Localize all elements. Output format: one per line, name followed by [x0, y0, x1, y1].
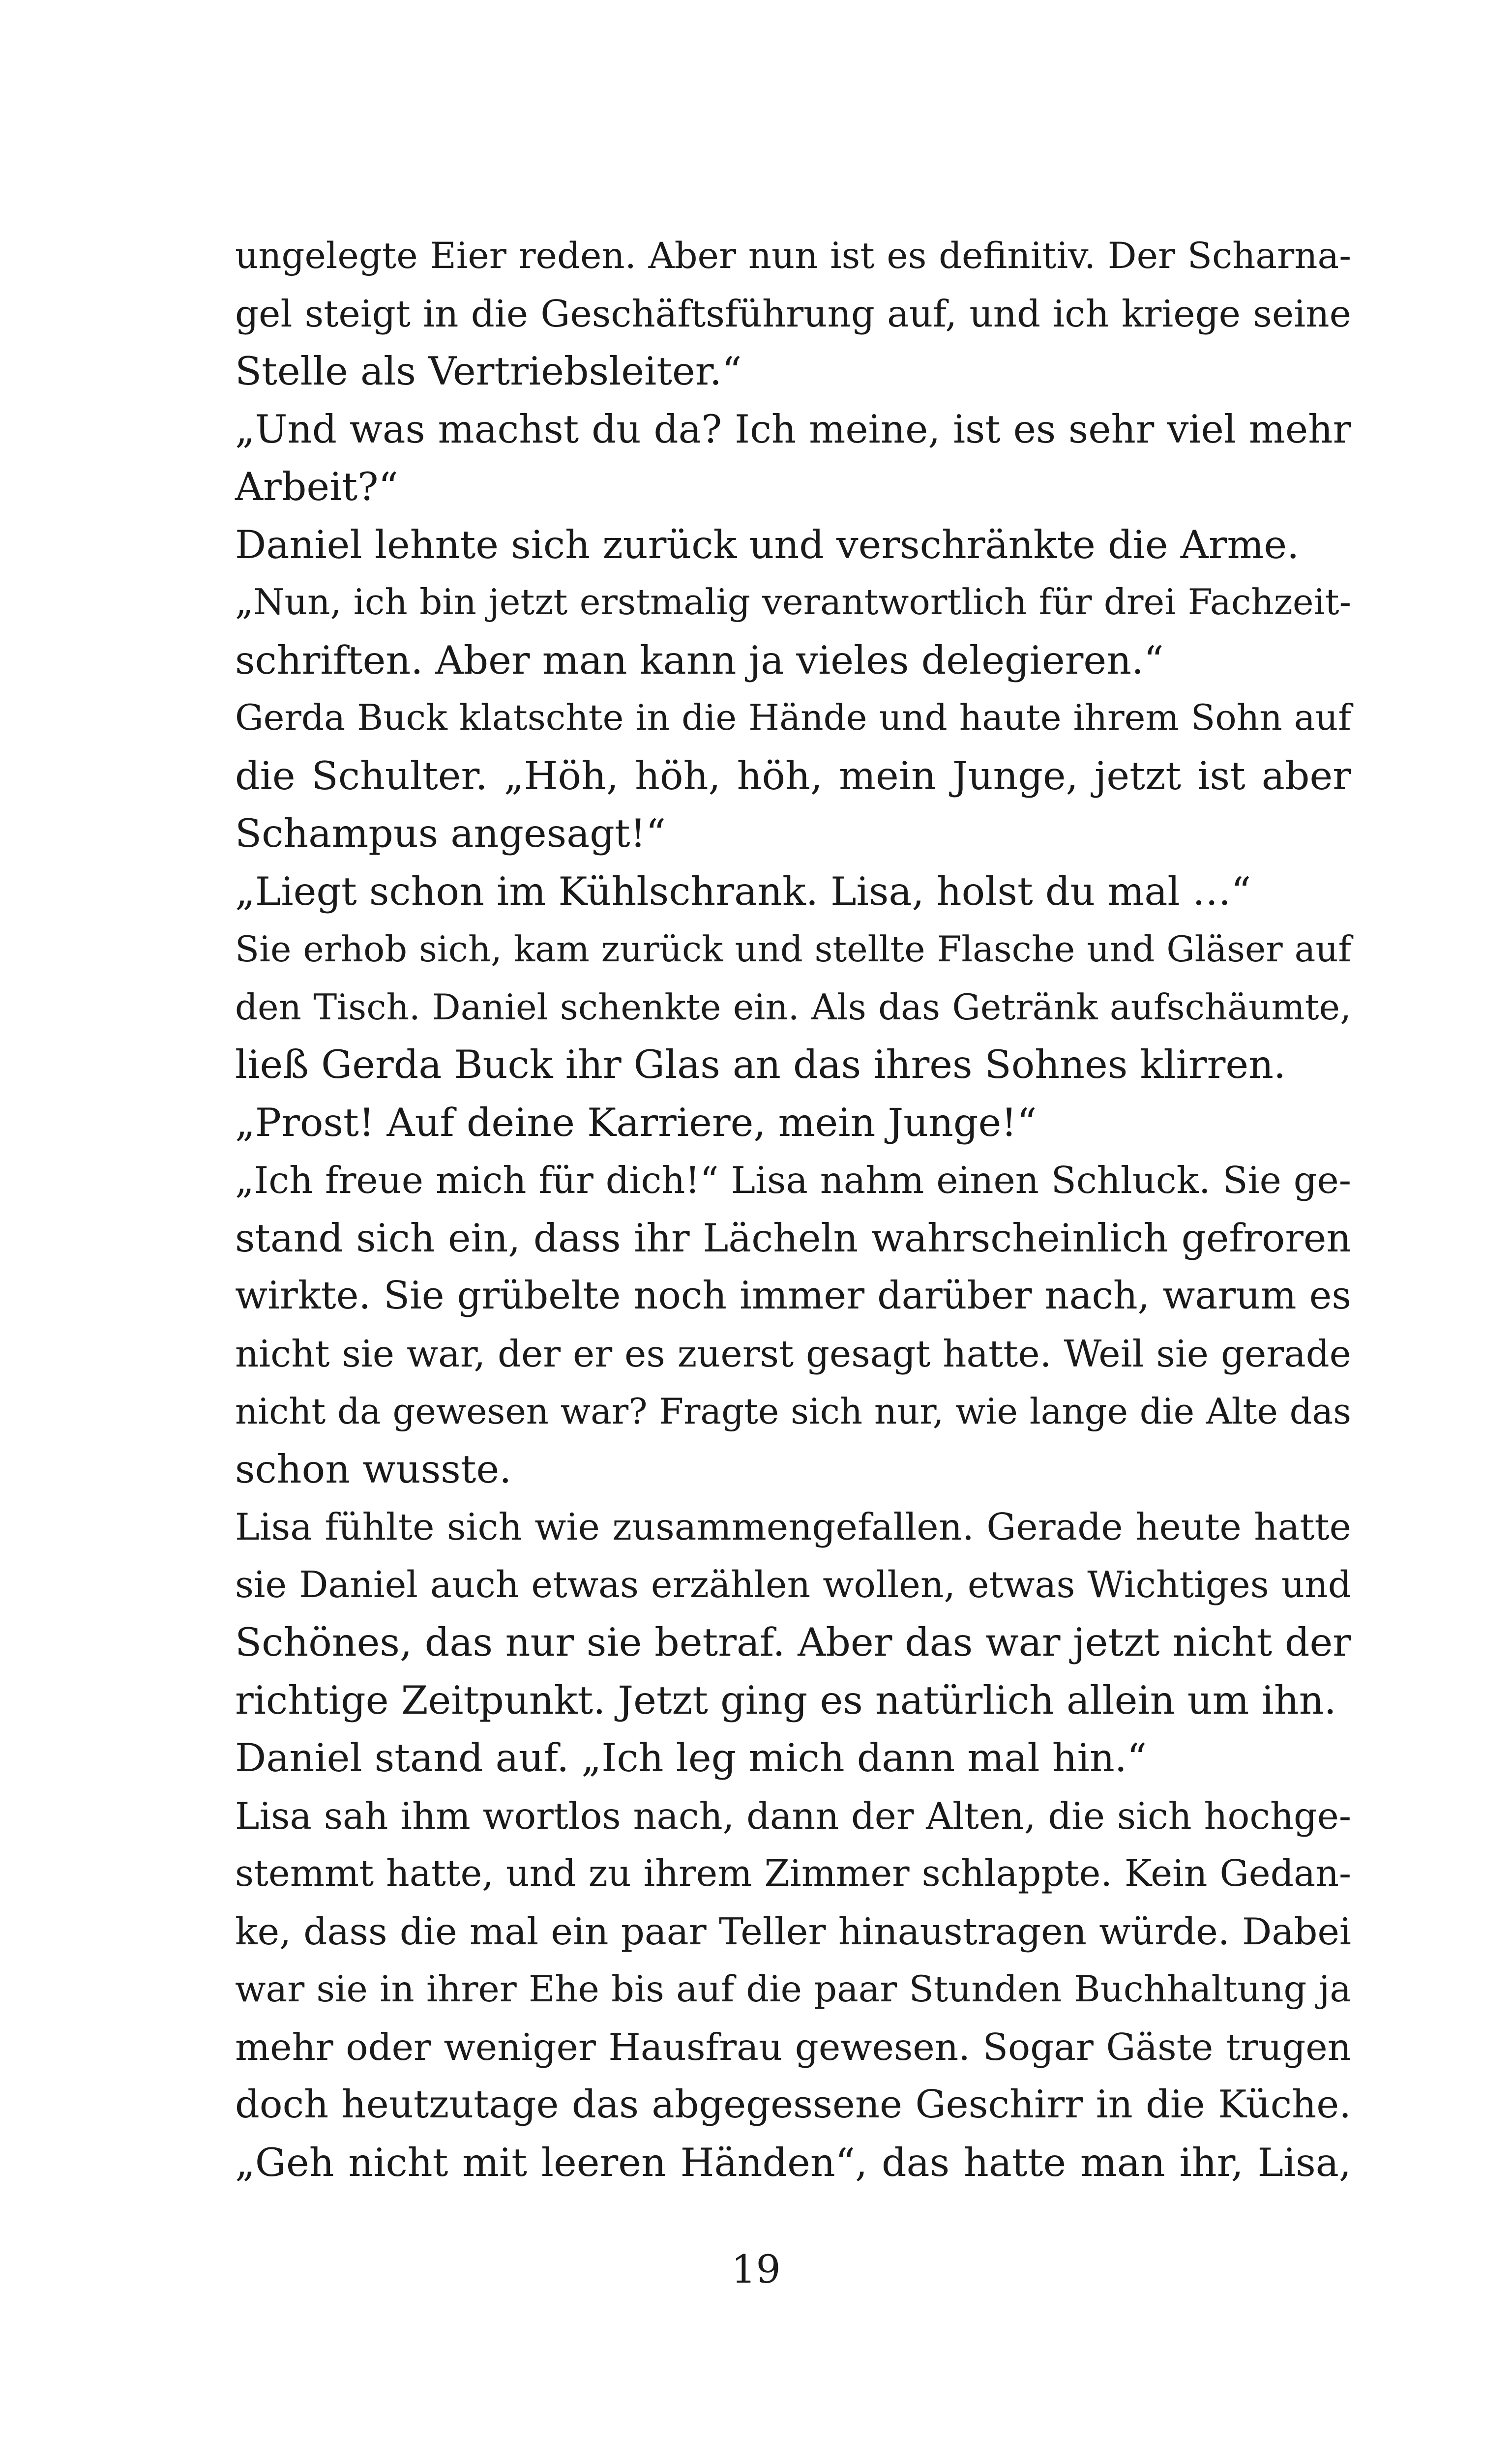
- text-line: Schönes, das nur sie betraf. Aber das war jetzt nicht der: [235, 1620, 1351, 1665]
- body-text: [235, 227, 1351, 2192]
- text-line: „Und was machst du da? Ich meine, ist es sehr viel mehr: [235, 407, 1351, 452]
- text-line: den Tisch. Daniel schenkte ein. Als das Getränk aufschäumte,: [235, 986, 1351, 1028]
- text-line: „Prost! Auf deine Karriere, mein Junge!“: [235, 1100, 1037, 1145]
- text-line: richtige Zeitpunkt. Jetzt ging es natürlich allein um ihn.: [235, 1677, 1336, 1723]
- text-line: Lisa fühlte sich wie zusammengefallen. Gerade heute hatte: [235, 1505, 1351, 1548]
- text-line: Arbeit?“: [235, 464, 398, 509]
- text-line: Stelle als Vertriebsleiter.“: [235, 349, 742, 394]
- text-line: „Liegt schon im Kühlschrank. Lisa, holst du mal …“: [235, 868, 1251, 914]
- text-line: Schampus angesagt!“: [235, 811, 666, 856]
- text-line: die Schulter. „Höh, höh, höh, mein Junge, jetzt ist aber: [235, 753, 1351, 799]
- text-line: Daniel lehnte sich zurück und verschränkte die Arme.: [235, 522, 1300, 567]
- text-line: nicht sie war, der er es zuerst gesagt hatte. Weil sie gerade: [235, 1332, 1351, 1375]
- text-line: stand sich ein, dass ihr Lächeln wahrscheinlich gefroren: [235, 1215, 1351, 1261]
- text-line: Daniel stand auf. „Ich leg mich dann mal hin.“: [235, 1735, 1147, 1781]
- text-line: wirkte. Sie grübelte noch immer darüber nach, warum es: [235, 1274, 1351, 1318]
- text-line: Sie erhob sich, kam zurück und stellte Flasche und Gläser auf: [235, 928, 1351, 970]
- text-line: sie Daniel auch etwas erzählen wollen, etwas Wichtiges und: [235, 1563, 1351, 1606]
- text-line: ließ Gerda Buck ihr Glas an das ihres Sohnes klirren.: [235, 1042, 1286, 1087]
- text-line: „Nun, ich bin jetzt erstmalig verantwortlich für drei Fachzeit-: [235, 582, 1351, 623]
- text-line: schon wusste.: [235, 1446, 512, 1492]
- text-line: Lisa sah ihm wortlos nach, dann der Alten, die sich hochge-: [235, 1794, 1351, 1838]
- text-line: Gerda Buck klatschte in die Hände und haute ihrem Sohn auf: [235, 697, 1351, 739]
- text-line: doch heutzutage das abgegessene Geschirr in die Küche.: [235, 2082, 1351, 2127]
- text-line: ke, dass die mal ein paar Teller hinaustragen würde. Dabei: [235, 1909, 1351, 1953]
- text-line: war sie in ihrer Ehe bis auf die paar Stunden Buchhaltung ja: [235, 1968, 1351, 2010]
- page-number: 19: [731, 2247, 781, 2292]
- text-line: schriften. Aber man kann ja vieles delegieren.“: [235, 637, 1164, 683]
- text-line: „Geh nicht mit leeren Händen“, das hatte man ihr, Lisa,: [235, 2140, 1351, 2185]
- text-line: „Ich freue mich für dich!“ Lisa nahm einen Schluck. Sie ge-: [235, 1159, 1351, 1202]
- text-line: nicht da gewesen war? Fragte sich nur, wie lange die Alte das: [235, 1391, 1351, 1432]
- text-line: mehr oder weniger Hausfrau gewesen. Sogar Gäste trugen: [235, 2025, 1351, 2069]
- text-line: ungelegte Eier reden. Aber nun ist es definitiv. Der Scharna-: [235, 235, 1351, 277]
- text-line: gel steigt in die Geschäftsführung auf, und ich kriege seine: [235, 292, 1351, 335]
- text-line: stemmt hatte, und zu ihrem Zimmer schlappte. Kein Gedan-: [235, 1852, 1351, 1895]
